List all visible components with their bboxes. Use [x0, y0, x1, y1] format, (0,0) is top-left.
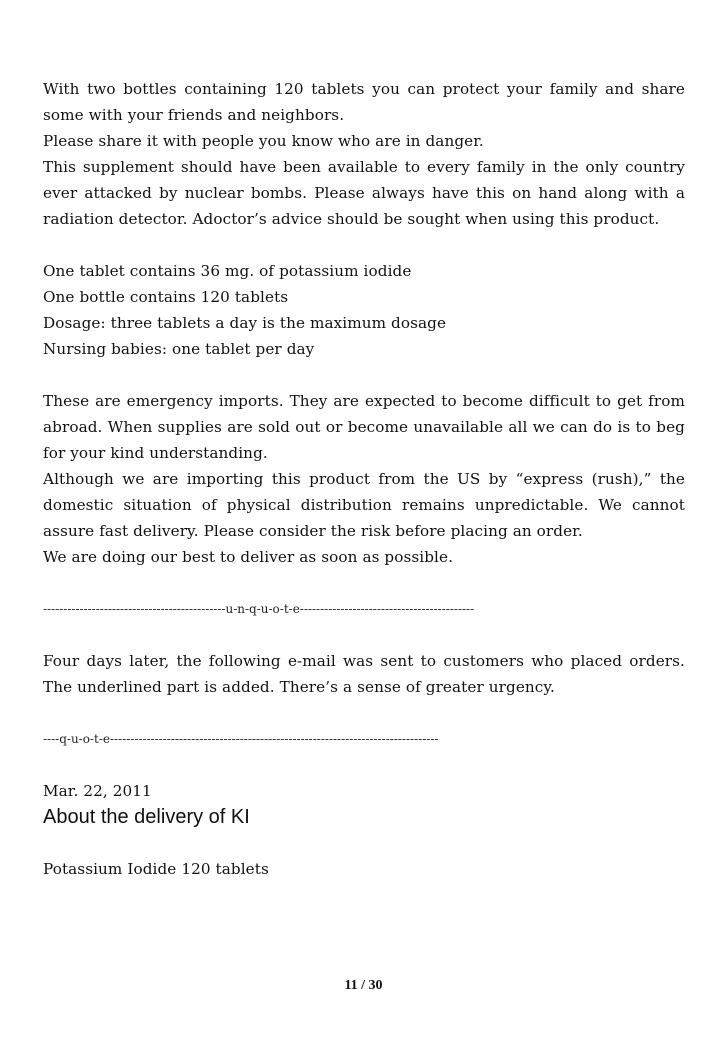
text-line: This supplement should have been available to every family in the only country ever attacked by nuclear bombs. Please always have this on hand along with a radiation detector. Adoctor’s advice should be sought when using this product. [43, 158, 685, 228]
intro-paragraph [43, 76, 685, 232]
text-line: Although we are importing this product from the US by “express (rush),” the domestic situation of physical distribution remains unpredictable. We cannot assure fast delivery. Please consider the risk before placing an order. [43, 470, 685, 540]
product-info-line: One bottle contains 120 tablets [43, 288, 289, 306]
email-product: Potassium Iodide 120 tablets [43, 860, 269, 878]
product-info-line: One tablet contains 36 mg. of potassium iodide [43, 262, 412, 280]
text-line: We are doing our best to deliver as soon as possible. [43, 548, 454, 566]
text-line: These are emergency imports. They are expected to become difficult to get from abroad. When supplies are sold out or become unavailable all we can do is to beg for your kind understanding. [43, 392, 685, 462]
spacer [43, 622, 685, 648]
followup-paragraph: Four days later, the following e-mail was sent to customers who placed orders. The underlined part is added. There’s a sense of greater urgency. [43, 652, 685, 696]
spacer [43, 830, 685, 856]
spacer [43, 752, 685, 778]
product-info-line: Dosage: three tablets a day is the maximum dosage [43, 314, 447, 332]
product-info-line: Nursing babies: one tablet per day [43, 340, 315, 358]
page-number: 11 / 30 [344, 978, 383, 993]
text-line: Please share it with people you know who are in danger. [43, 132, 484, 150]
product-info-list [43, 258, 685, 362]
document-body [43, 76, 685, 882]
spacer [43, 570, 685, 596]
notice-paragraph [43, 388, 685, 570]
spacer [43, 700, 685, 726]
spacer [43, 232, 685, 258]
text-line: With two bottles containing 120 tablets you can protect your family and share some with your friends and neighbors. [43, 80, 685, 124]
email-title: About the delivery of KI [43, 806, 250, 828]
spacer [43, 362, 685, 388]
unquote-divider: ---------------------------------------------u-n-q-u-o-t-e------------------------------------------- [43, 602, 475, 616]
email-date: Mar. 22, 2011 [43, 782, 152, 800]
quote-divider: ----q-u-o-t-e--------------------------------------------------------------------------------- [43, 732, 439, 746]
